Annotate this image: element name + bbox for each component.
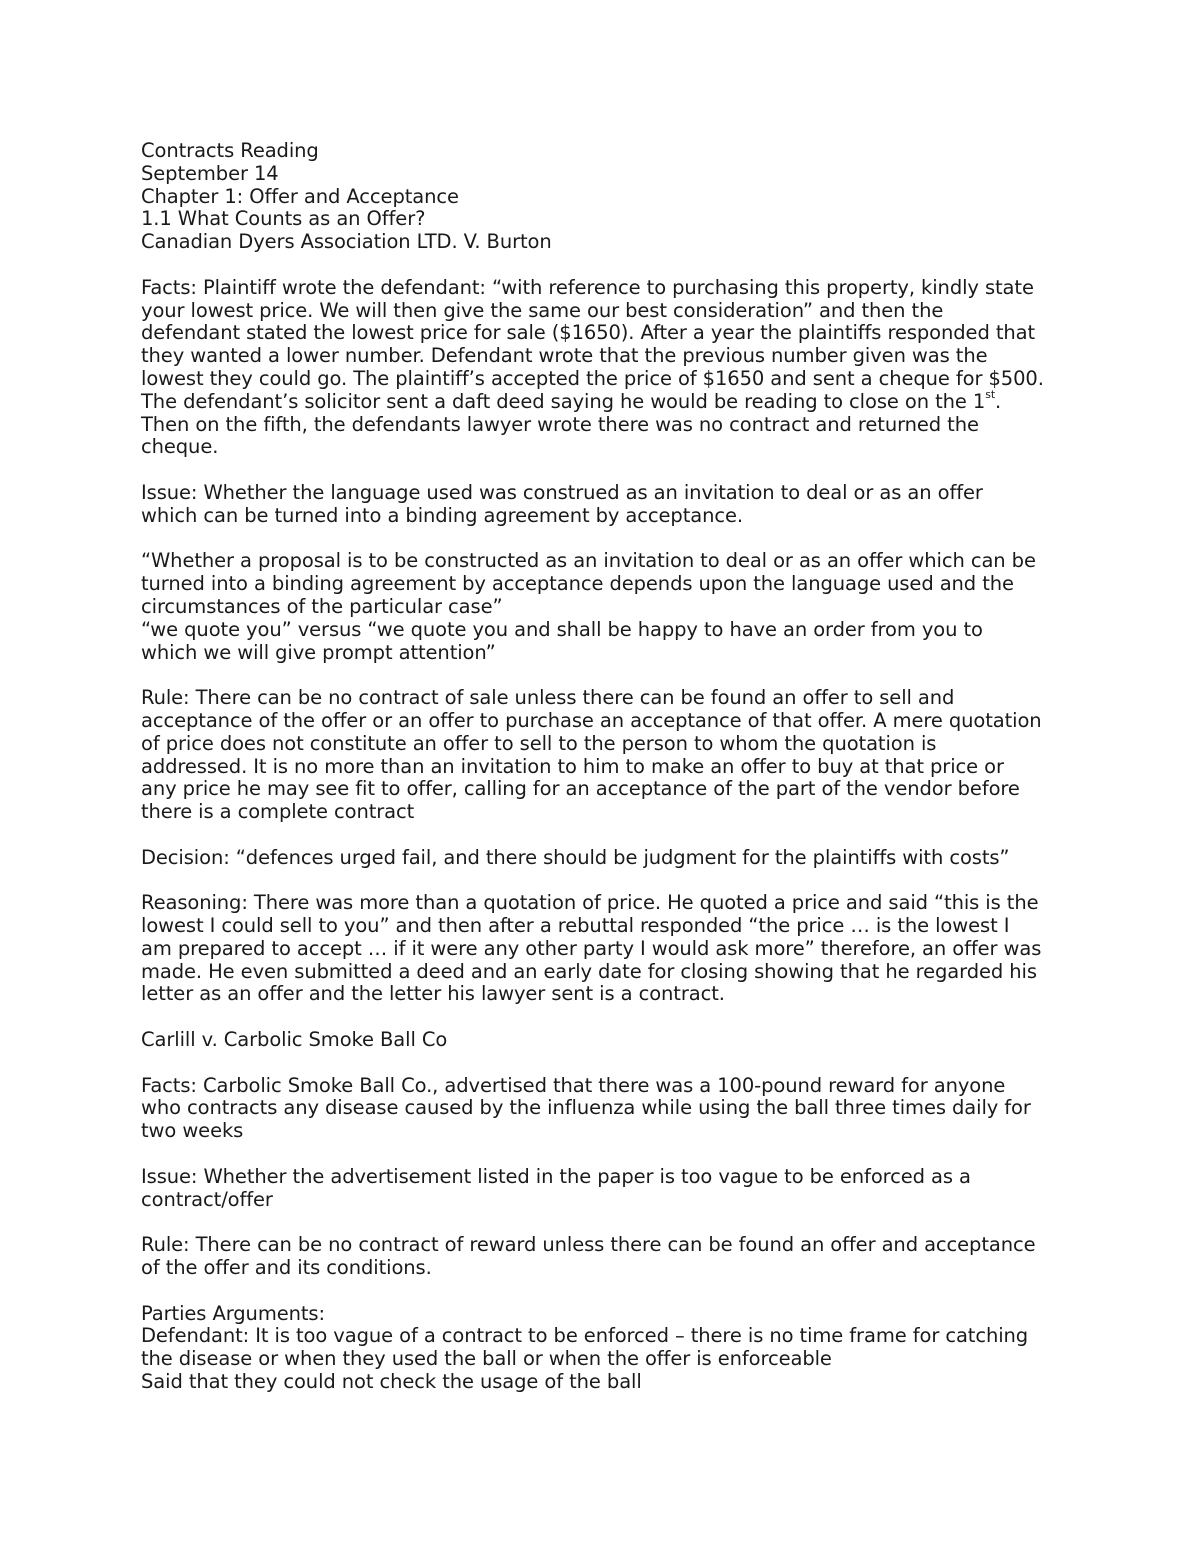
text-line: Then on the fifth, the defendants lawyer wrote there was no contract and returned the — [141, 412, 979, 436]
section-heading: 1.1 What Counts as an Offer? — [141, 207, 426, 231]
text-line: Said that they could not check the usage of the ball — [141, 1370, 642, 1394]
text-line: who contracts any disease caused by the influenza while using the ball three times daily for — [141, 1096, 1031, 1120]
case2-facts — [141, 1075, 1071, 1143]
text-line: lowest they could go. The plaintiff’s accepted the price of $1650 and sent a cheque for $500. — [141, 366, 1044, 390]
chapter-heading: Chapter 1: Offer and Acceptance — [141, 184, 459, 208]
text-line: Issue: Whether the advertisement listed in the paper is too vague to be enforced as a — [141, 1164, 971, 1188]
text-line: turned into a binding agreement by acceptance depends upon the language used and the — [141, 572, 1014, 596]
superscript: st — [985, 388, 996, 402]
case1-decision — [141, 847, 1071, 870]
text-line: the disease or when they used the ball or when the offer is enforceable — [141, 1347, 832, 1371]
text-line: of price does not constitute an offer to sell to the person to whom the quotation is — [141, 731, 937, 755]
text-line: Facts: Carbolic Smoke Ball Co., advertised that there was a 100-pound reward for anyone — [141, 1073, 1006, 1097]
text-line: Facts: Plaintiff wrote the defendant: “with reference to purchasing this property, kindly state — [141, 275, 1034, 299]
text-line: cheque. — [141, 435, 219, 459]
text-line: “Whether a proposal is to be constructed as an invitation to deal or as an offer which can be — [141, 549, 1036, 573]
text-line: your lowest price. We will then give the same our best consideration” and then the — [141, 298, 944, 322]
case1-facts — [141, 277, 1071, 459]
text-line: which we will give prompt attention” — [141, 640, 496, 664]
document-date: September 14 — [141, 161, 279, 185]
text-line: Issue: Whether the language used was construed as an invitation to deal or as an offer — [141, 480, 983, 504]
document-page — [141, 140, 1071, 1394]
text-line: lowest I could sell to you” and then after a rebuttal responded “the price … is the lowest I — [141, 914, 1010, 938]
document-title: Contracts Reading — [141, 139, 319, 162]
case1-issue — [141, 482, 1071, 528]
case1-reasoning — [141, 892, 1071, 1006]
text-line: which can be turned into a binding agreement by acceptance. — [141, 503, 743, 527]
text-line: Rule: There can be no contract of sale unless there can be found an offer to sell and — [141, 686, 955, 710]
text-line: addressed. It is no more than an invitation to him to make an offer to buy at that price or — [141, 754, 1004, 778]
text-line: Parties Arguments: — [141, 1301, 325, 1325]
text-line: there is a complete contract — [141, 800, 415, 824]
case1-rule — [141, 687, 1071, 824]
text-line: circumstances of the particular case” — [141, 594, 503, 618]
text-line: defendant stated the lowest price for sale ($1650). After a year the plaintiffs responded that — [141, 321, 1036, 345]
text-line: Defendant: It is too vague of a contract to be enforced – there is no time frame for catching — [141, 1324, 1029, 1348]
text-line: am prepared to accept … if it were any other party I would ask more” therefore, an offer was — [141, 936, 1042, 960]
text-line: of the offer and its conditions. — [141, 1256, 432, 1280]
case2-arguments — [141, 1303, 1071, 1394]
text-line: acceptance of the offer or an offer to purchase an acceptance of that offer. A mere quotation — [141, 708, 1042, 732]
text-line: “we quote you” versus “we quote you and shall be happy to have an order from you to — [141, 617, 983, 641]
text-line — [141, 388, 1071, 414]
text-line: made. He even submitted a deed and an early date for closing showing that he regarded his — [141, 959, 1037, 983]
text-line: letter as an offer and the letter his lawyer sent is a contract. — [141, 982, 725, 1006]
case1-quote — [141, 550, 1071, 664]
case2-issue — [141, 1166, 1071, 1212]
text-line: two weeks — [141, 1119, 244, 1143]
case2-rule — [141, 1234, 1071, 1280]
text-segment: . — [995, 389, 1002, 413]
text-line: any price he may see fit to offer, calling for an acceptance of the part of the vendor before — [141, 777, 1020, 801]
case-title: Canadian Dyers Association LTD. V. Burton — [141, 230, 552, 254]
text-line: they wanted a lower number. Defendant wrote that the previous number given was the — [141, 344, 988, 368]
text-line: Decision: “defences urged fail, and there should be judgment for the plaintiffs with costs” — [141, 845, 1010, 869]
text-line: Rule: There can be no contract of reward unless there can be found an offer and acceptance — [141, 1233, 1036, 1257]
case2-title-block — [141, 1029, 1071, 1052]
document-header — [141, 140, 1071, 254]
text-segment: The defendant’s solicitor sent a daft deed saying he would be reading to close on the 1 — [141, 389, 986, 413]
text-line: contract/offer — [141, 1187, 273, 1211]
text-line: Reasoning: There was more than a quotation of price. He quoted a price and said “this is the — [141, 891, 1039, 915]
case-title: Carlill v. Carbolic Smoke Ball Co — [141, 1028, 448, 1052]
